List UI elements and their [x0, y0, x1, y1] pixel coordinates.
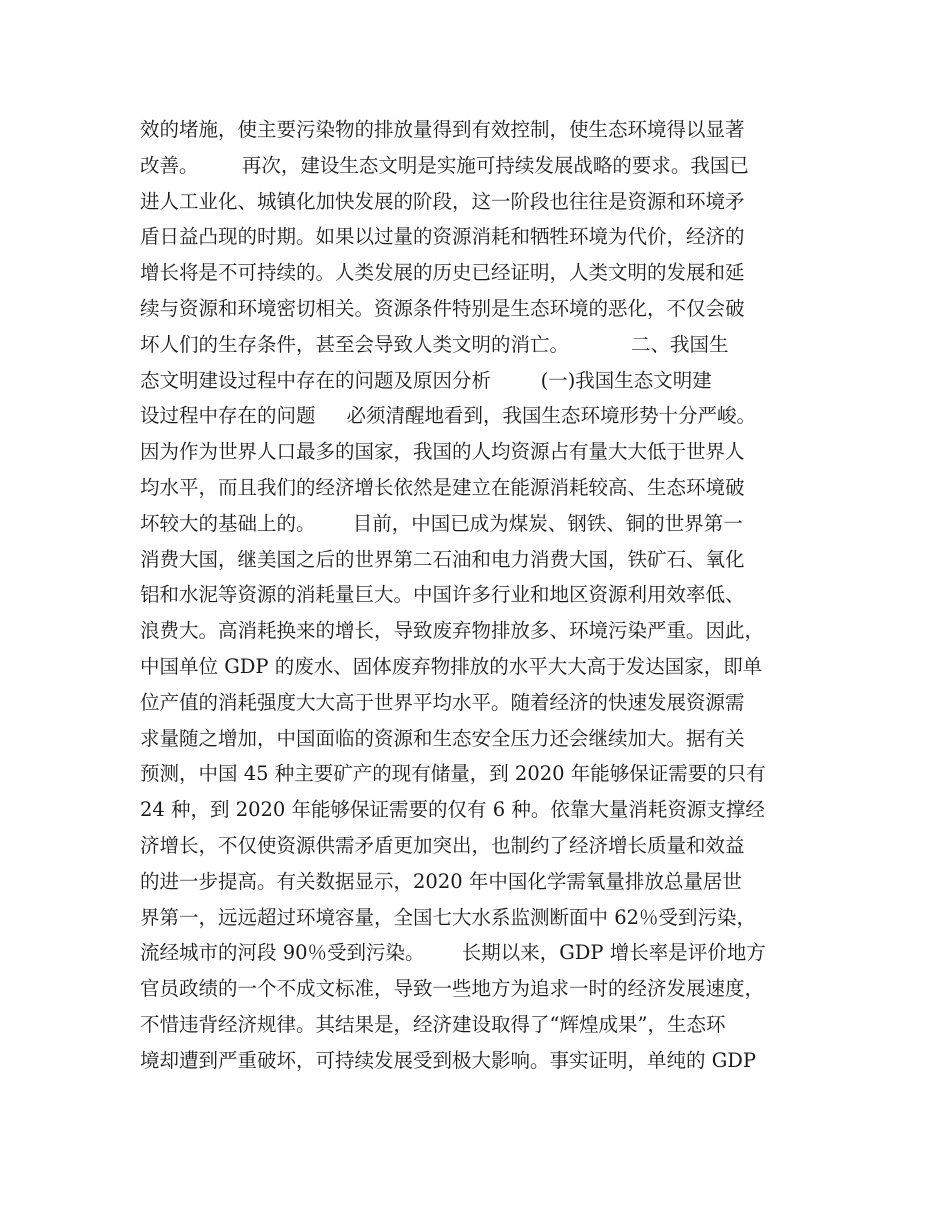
text-line: 因为作为世界人口最多的国家，我国的人均资源占有量大大低于世界人 [140, 440, 745, 464]
text-line: 态文明建设过程中存在的问题及原因分析 (一)我国生态文明建 [140, 368, 712, 392]
text-line: 求量随之增加，中国面临的资源和生态安全压力还会继续加大。据有关 [140, 726, 745, 750]
text-line: 界第一，远远超过环境容量，全国七大水系监测断面中 62％受到污染， [140, 905, 757, 929]
text-line: 增长将是不可持续的。人类发展的历史已经证明，人类文明的发展和延 [140, 261, 745, 285]
text-line: 均水平，而且我们的经济增长依然是建立在能源消耗较高、生态环境破 [140, 475, 745, 499]
text-line: 中国单位 GDP 的废水、固体废弃物排放的水平大大高于发达国家，即单 [140, 654, 763, 678]
text-line: 流经城市的河段 90％受到污染。 长期以来，GDP 增长率是评价地方 [140, 941, 766, 965]
body-text [140, 112, 830, 1079]
text-line: 效的堵施，使主要污染物的排放量得到有效控制，使生态环境得以显著 [140, 118, 745, 141]
text-line: 续与资源和环境密切相关。资源条件特别是生态环境的恶化，不仅会破 [140, 296, 745, 320]
text-line: 不惜违背经济规律。其结果是，经济建设取得了“辉煌成果”，生态环 [140, 1012, 726, 1036]
text-line: 24 种，到 2020 年能够保证需要的仅有 6 种。依靠大量消耗资源支撑经 [140, 798, 765, 822]
text-line: 官员政绩的一个不成文标准，导致一些地方为追求一时的经济发展速度， [140, 977, 765, 1001]
text-line: 预测，中国 45 种主要矿产的现有储量，到 2020 年能够保证需要的只有 [140, 762, 766, 786]
text-line: 设过程中存在的问题 必须清醒地看到，我国生态环境形势十分严峻。 [140, 404, 756, 428]
text-line: 消费大国，继美国之后的世界第二石油和电力消费大国，铁矿石、氧化 [140, 547, 745, 571]
text-line: 浪费大。高消耗换来的增长，导致废弃物排放多、环境污染严重。因此， [140, 619, 765, 643]
text-line: 铝和水泥等资源的消耗量巨大。中国许多行业和地区资源利用效率低、 [140, 583, 745, 607]
text-line: 境却遭到严重破坏，可持续发展受到极大影响。事实证明，单纯的 GDP [140, 1048, 757, 1072]
text-line: 坏人们的生存条件，甚至会导致人类文明的消亡。 二、我国生 [140, 332, 729, 356]
text-line: 位产值的消耗强度大大高于世界平均水平。随着经济的快速发展资源需 [140, 690, 745, 714]
text-line: 的进一步提高。有关数据显示，2020 年中国化学需氧量排放总量居世 [140, 869, 742, 893]
text-line: 进人工业化、城镇化加快发展的阶段，这一阶段也往往是资源和环境矛 [140, 189, 745, 213]
text-line: 坏较大的基础上的。 目前，中国已成为煤炭、钢铁、铜的世界第一 [140, 511, 743, 535]
text-line: 改善。 再次，建设生态文明是实施可持续发展战略的要求。我国已 [140, 153, 749, 177]
text-line: 盾日益凸现的时期。如果以过量的资源消耗和牺牲环境为代价，经济的 [140, 225, 745, 249]
text-line: 济增长，不仅使资源供需矛盾更加突出，也制约了经济增长质量和效益 [140, 833, 745, 857]
